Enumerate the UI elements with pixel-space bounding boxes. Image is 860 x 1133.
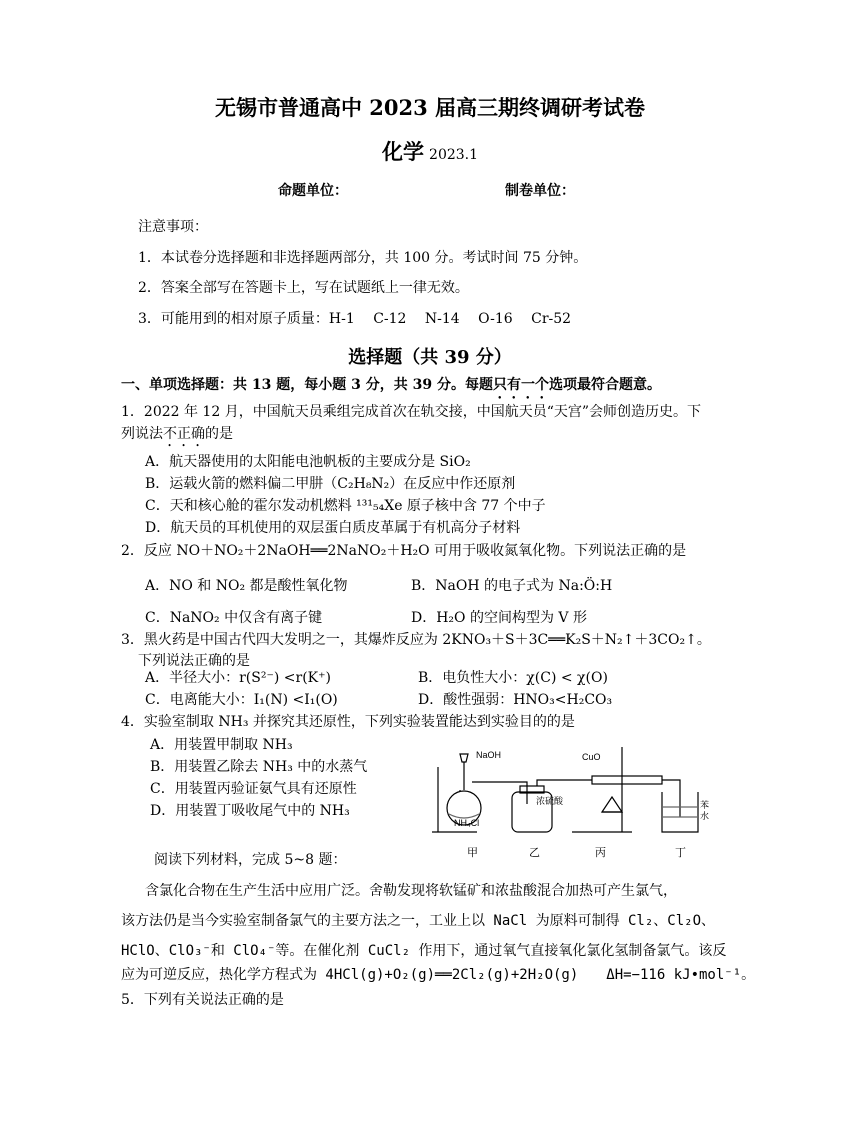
q2-option-c: C．NaNO₂ 中仅含有离子键 xyxy=(145,610,323,626)
note-item-2: 2．答案全部写在答题卡上，写在试题纸上一律无效。 xyxy=(138,280,469,296)
section-title: 选择题（共 39 分） xyxy=(348,347,512,368)
note-item-1: 1．本试卷分选择题和非选择题两部分，共 100 分。考试时间 75 分钟。 xyxy=(138,250,588,266)
tube-yi-bing xyxy=(537,780,592,786)
q3-option-a: A．半径大小：r(S²⁻) <r(K⁺) xyxy=(145,670,331,686)
q2-option-a: A．NO 和 NO₂ 都是酸性氧化物 xyxy=(145,578,348,594)
instruction-emphasis: 只有一个 xyxy=(492,377,549,393)
label-nh4cl: NH₄Cl xyxy=(454,818,480,828)
q5-stem: 5．下列有关说法正确的是 xyxy=(121,992,284,1008)
q4-option-c: C．用装置丙验证氨气具有还原性 xyxy=(150,781,357,797)
instruction-part-b: 选项最符合题意。 xyxy=(548,377,661,393)
q3-stem-line2: 下列说法正确的是 xyxy=(138,653,250,669)
reading-intro: 阅读下列材料，完成 5~8 题： xyxy=(154,852,347,868)
q4-stem: 4．实验室制取 NH₃ 并探究其还原性，下列实验装置能达到实验目的的是 xyxy=(121,714,575,730)
reading-line-1: 含氯化合物在生产生活中应用广泛。舍勒发现将软锰矿和浓盐酸混合加热可产生氯气， xyxy=(145,883,677,899)
q1-stem-emphasis: 不正确 xyxy=(163,426,205,442)
label-jia: 甲 xyxy=(467,847,478,859)
label-ding: 丁 xyxy=(675,847,686,859)
label-bing: 丙 xyxy=(595,847,606,859)
label-benzene: 苯 xyxy=(700,800,710,810)
q4-option-b: B．用装置乙除去 NH₃ 中的水蒸气 xyxy=(150,759,368,775)
dropping-funnel xyxy=(460,754,468,762)
q2-option-b: B．NaOH 的电子式为 Na:Ö:H xyxy=(411,578,613,594)
q1-stem-part-b: 的是 xyxy=(205,426,233,442)
notes-heading: 注意事项： xyxy=(138,219,208,235)
subject-name: 化学 xyxy=(381,139,424,164)
q3-stem-line1: 3．黑火药是中国古代四大发明之一，其爆炸反应为 2KNO₃＋S＋3C══K₂S＋N₂↑＋3CO₂↑。 xyxy=(121,632,711,648)
q1-stem-line1: 1．2022 年 12 月，中国航天员乘组完成首次在轨交接，中国航天员“天宫”会师创造历史。下 xyxy=(121,404,702,420)
exam-title: 无锡市普通高中 2023 届高三期终调研考试卷 xyxy=(214,95,646,120)
subject-line xyxy=(0,136,860,166)
q3-option-c: C．电离能大小：I₁(N) <I₁(O) xyxy=(145,692,338,708)
q4-option-d: D．用装置丁吸收尾气中的 NH₃ xyxy=(150,803,350,819)
apparatus-figure xyxy=(432,742,712,862)
lamp-bing xyxy=(602,797,622,812)
tube-bing xyxy=(592,776,662,784)
proposer-label: 命题单位： xyxy=(278,183,348,199)
q1-option-d: D．航天员的耳机使用的双层蛋白质皮革属于有机高分子材料 xyxy=(145,520,521,536)
q2-option-d: D．H₂O 的空间构型为 V 形 xyxy=(411,610,587,626)
label-acid: 浓硫酸 xyxy=(536,796,564,806)
q1-option-b: B．运载火箭的燃料偏二甲肼（C₂H₈N₂）在反应中作还原剂 xyxy=(145,476,516,492)
reading-line-3: HClO、ClO₃⁻和 ClO₄⁻等。在催化剂 CuCl₂ 作用下，通过氧气直接氧化氯化氢制备氯气。该反 xyxy=(121,943,727,959)
instruction-part-a: 一、单项选择题：共 13 题，每小题 3 分，共 39 分。每题 xyxy=(121,377,493,393)
section-instruction xyxy=(121,375,661,402)
tube-jia-yi xyxy=(472,782,527,804)
q3-option-d: D．酸性强弱：HNO₃<H₂CO₃ xyxy=(418,692,613,708)
q3-option-b: B．电负性大小：χ(C) < χ(O) xyxy=(418,670,608,686)
label-cuo: CuO xyxy=(582,752,601,762)
q2-stem: 2．反应 NO＋NO₂＋2NaOH══2NaNO₂＋H₂O 可用于吸收氮氧化物。下列说法正确的是 xyxy=(121,543,687,559)
note-item-3: 3．可能用到的相对原子质量：H-1 C-12 N-14 O-16 Cr-52 xyxy=(138,311,572,327)
q1-stem-line2 xyxy=(121,424,233,450)
producer-label: 制卷单位： xyxy=(505,183,575,199)
label-naoh: NaOH xyxy=(476,750,502,760)
q1-option-c: C．天和核心舱的霍尔发动机燃料 ¹³¹₅₄Xe 原子核中含 77 个中子 xyxy=(145,498,546,514)
reading-line-2: 该方法仍是当今实验室制备氯气的主要方法之一，工业上以 NaCl 为原料可制得 Cl₂、Cl₂O、 xyxy=(121,913,715,929)
q1-option-a: A．航天器使用的太阳能电池帆板的主要成分是 SiO₂ xyxy=(145,454,471,470)
label-water: 水 xyxy=(700,811,710,821)
q4-option-a: A．用装置甲制取 NH₃ xyxy=(150,737,293,753)
tube-bing-ding xyxy=(662,780,680,817)
q1-stem-part-a: 列说法 xyxy=(121,426,163,442)
label-yi: 乙 xyxy=(529,847,540,859)
exam-date: 2023.1 xyxy=(429,147,479,163)
reading-line-4: 应为可逆反应，热化学方程式为 4HCl(g)+O₂(g)══2Cl₂(g)+2H₂O(g) ΔH=−116 kJ•mol⁻¹。 xyxy=(121,967,756,983)
